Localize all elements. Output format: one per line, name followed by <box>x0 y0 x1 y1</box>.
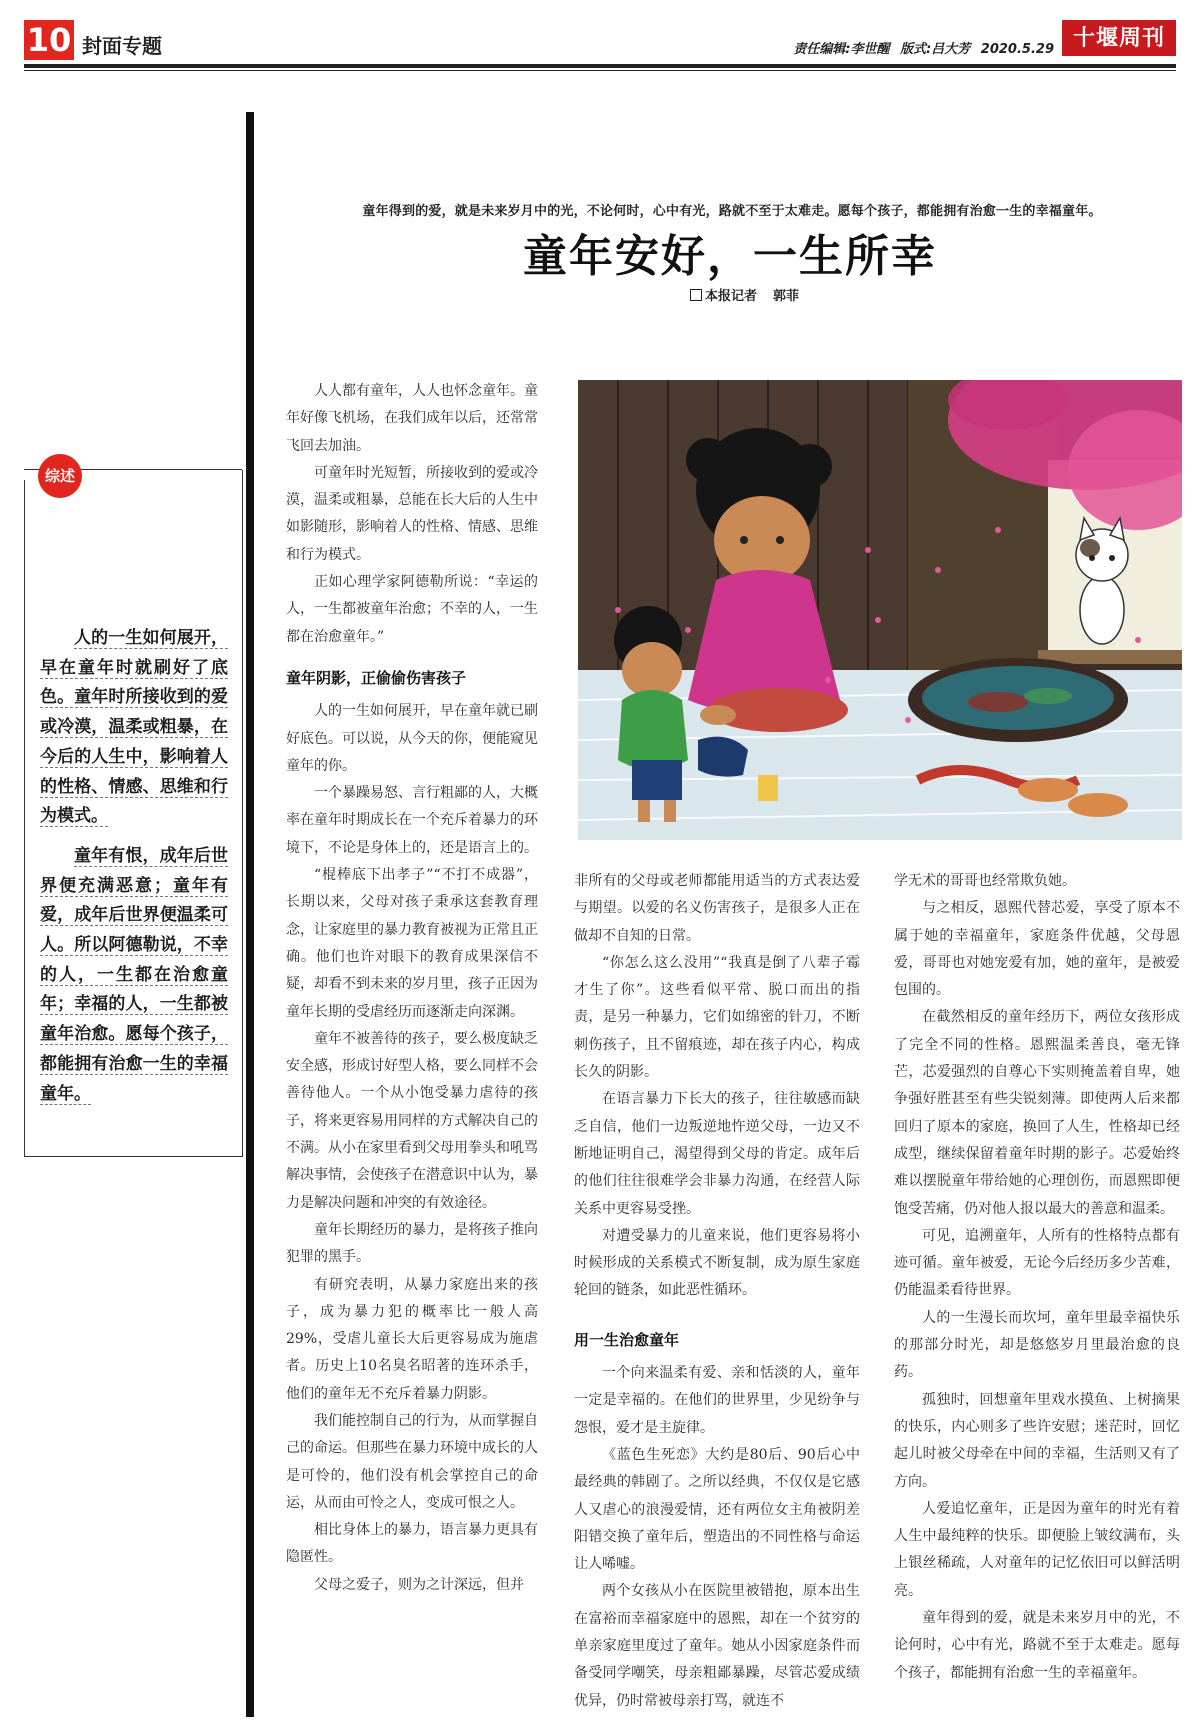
cover-illustration <box>578 380 1182 840</box>
article-column-3 <box>894 868 1180 1687</box>
byline-box-icon <box>690 289 702 301</box>
paragraph: 与之相反，恩熙代替芯爱，享受了原本不属于她的幸福童年，家庭条件优越，父母恩爱，哥哥也对她宠爱有加，她的童年，是被爱包围的。 <box>894 900 1180 999</box>
vertical-divider-bar <box>246 112 254 1717</box>
subheading: 用一生治愈童年 <box>574 1330 680 1349</box>
sidebar-left-rule <box>24 480 25 1156</box>
paragraph: 相比身体上的暴力，语言暴力更具有隐匿性。 <box>286 1522 538 1566</box>
paragraph: 两个女孩从小在医院里被错抱，原本出生在富裕而幸福家庭中的恩熙，却在一个贫穷的单亲家庭里度过了童年。她从小因家庭条件而备受同学嘲笑，母亲粗鄙暴躁，尽管芯爱成绩优异，仍时常被母亲打骂，就连不 <box>574 1583 860 1709</box>
sidebar-paragraph: 人的一生如何展开，早在童年时就刷好了底色。童年时所接收到的爱或冷漠，温柔或粗暴，在今后的人生中，影响着人的性格、情感、思维和行为模式。 <box>40 628 228 827</box>
paragraph: “你怎么这么没用”“我真是倒了八辈子霉才生了你”。这些看似平常、脱口而出的指责，是另一种暴力，它们如绵密的针刀，不断刺伤孩子，且不留痕迹，却在孩子内心，构成长久的阴影。 <box>574 954 860 1081</box>
paragraph: 有研究表明，从暴力家庭出来的孩子，成为暴力犯的概率比一般人高29%，受虐儿童长大后更容易成为施虐者。历史上10名臭名昭著的连环杀手，他们的童年无不充斥着暴力阴影。 <box>286 1276 538 1402</box>
paragraph: 非所有的父母或老师都能用适当的方式表达爱与期望。以爱的名义伤害孩子，是很多人正在做却不自知的日常。 <box>574 873 860 944</box>
paragraph: 童年不被善待的孩子，要么极度缺乏安全感，形成讨好型人格，要么同样不会善待他人。一个从小饱受暴力虐待的孩子，将来更容易用同样的方式解决自己的不满。从小在家里看到父母用拳头和吼骂解决事情，会使孩子在潜意识中认为，暴力是解决问题和冲突的有效途径。 <box>286 1030 538 1211</box>
paragraph: 人的一生漫长而坎坷，童年里最幸福快乐的那部分时光，却是悠悠岁月里最治愈的良药。 <box>894 1309 1180 1381</box>
paragraph: 对遭受暴力的儿童来说，他们更容易将小时候形成的关系模式不断复制，成为原生家庭轮回的链条，如此恶性循环。 <box>574 1227 860 1299</box>
article-column-1 <box>286 378 538 1599</box>
paragraph: 可见，追溯童年，人所有的性格特点都有迹可循。童年被爱，无论今后经历多少苦难，仍能温柔看待世界。 <box>894 1227 1180 1299</box>
header-rule-thin <box>24 70 1176 71</box>
paragraph: 童年得到的爱，就是未来岁月中的光，不论何时，心中有光，路就不至于太难走。愿每个孩子，都能拥有治愈一生的幸福童年。 <box>894 1610 1180 1681</box>
paragraph: 学无术的哥哥也经常欺负她。 <box>894 873 1076 889</box>
subheading: 童年阴影，正偷偷伤害孩子 <box>286 668 467 687</box>
paragraph: 《蓝色生死恋》大约是80后、90后心中最经典的韩剧了。之所以经典，不仅仅是它感人又虐心的浪漫爱情，还有两位女主角被阴差阳错交换了童年后，塑造出的不同性格与命运让人唏嘘。 <box>574 1446 860 1573</box>
article-title: 童年安好，一生所幸 <box>523 231 937 282</box>
paragraph: 童年长期经历的暴力，是将孩子推向犯罪的黑手。 <box>286 1221 538 1266</box>
byline-name: 郭菲 <box>773 289 800 304</box>
sidebar-paragraph: 童年有恨，成年后世界便充满恶意；童年有爱，成年后世界便温柔可人。所以阿德勒说，不幸的人，一生都在治愈童年；幸福的人，一生都被童年治愈。愿每个孩子，都能拥有治愈一生的幸福童年。 <box>40 845 228 1104</box>
paragraph: 人爱追忆童年，正是因为童年的时光有着人生中最纯粹的快乐。即便脸上皱纹满布，头上银丝稀疏，人对童年的记忆依旧可以鲜活明亮。 <box>894 1500 1180 1599</box>
sidebar-label-badge: 综述 <box>38 454 82 498</box>
page-number: 10 <box>24 20 74 60</box>
issue-date: 2020.5.29 <box>980 42 1054 57</box>
editor-name: 责任编辑:李世醒 <box>793 42 890 57</box>
header-rule <box>24 64 1176 68</box>
article-column-2 <box>574 868 860 1715</box>
paragraph: 人的一生如何展开，早在童年就已刷好底色。可以说，从今天的你，便能窥见童年的你。 <box>286 703 538 774</box>
paragraph: 正如心理学家阿德勒所说：“幸运的人，一生都被童年治愈；不幸的人，一生都在治愈童年。” <box>286 574 538 645</box>
article-dek: 童年得到的爱，就是未来岁月中的光，不论何时，心中有光，路就不至于太难走。愿每个孩子，都能拥有治愈一生的幸福童年。 <box>362 204 1102 219</box>
paragraph: “棍棒底下出孝子”“不打不成器”，长期以来，父母对孩子秉承这套教育理念，让家庭里的暴力教育被视为正常且正确。他们也许对眼下的教育成果深信不疑，却看不到未来的岁月里，孩子正因为童年长期的受虐经历而逐渐走向深渊。 <box>286 867 538 1020</box>
byline <box>690 285 799 304</box>
paragraph: 我们能控制自己的行为，从而掌握自己的命运。但那些在暴力环境中成长的人是可怜的，他们没有机会掌控自己的命运，从而由可怜之人，变成可恨之人。 <box>286 1412 538 1511</box>
sidebar-summary <box>40 624 228 1119</box>
paragraph: 一个向来温柔有爱、亲和恬淡的人，童年一定是幸福的。在他们的世界里，少见纷争与怨恨，爱才是主旋律。 <box>574 1365 860 1436</box>
paragraph: 可童年时光短暂，所接收到的爱或冷漠，温柔或粗暴，总能在长大后的人生中如影随形，影响着人的性格、情感、思维和行为模式。 <box>286 464 538 563</box>
paragraph: 在截然相反的童年经历下，两位女孩形成了完全不同的性格。恩熙温柔善良，毫无锋芒，芯爱强烈的自尊心下实则掩盖着自卑，她争强好胜甚至有些尖锐刻薄。即使两人后来都回归了原本的家庭，换回了人生，性格却已经成型，继续保留着童年时期的影子。芯爱始终难以摆脱童年带给她的心理创伤，而恩熙即便饱受苦痛，仍对他人报以最大的善意和温柔。 <box>894 1009 1180 1217</box>
paragraph: 一个暴躁易怒、言行粗鄙的人，大概率在童年时期成长在一个充斥着暴力的环境下，不论是身体上的，还是语言上的。 <box>286 785 538 856</box>
paragraph: 父母之爱子，则为之计深远，但并 <box>314 1576 524 1593</box>
byline-role: 本报记者 <box>705 289 758 304</box>
section-title: 封面专题 <box>82 34 162 58</box>
paragraph: 在语言暴力下长大的孩子，往往敏感而缺乏自信，他们一边叛逆地忤逆父母，一边又不断地证明自己，渴望得到父母的肯定。成年后的他们往往很难学会非暴力沟通，在经营人际关系中更容易受挫。 <box>574 1091 860 1217</box>
paragraph: 孤独时，回想童年里戏水摸鱼、上树摘果的快乐，内心则多了些许安慰；迷茫时，回忆起儿时被父母牵在中间的幸福，生活则又有了方向。 <box>894 1391 1180 1490</box>
masthead-logo: 十堰周刊 <box>1062 20 1176 56</box>
paragraph: 人人都有童年，人人也怀念童年。童年好像飞机场，在我们成年以后，还常常飞回去加油。 <box>286 383 538 454</box>
layout-credit: 版式:吕大芳 <box>900 42 971 57</box>
editor-credits <box>787 38 1054 57</box>
